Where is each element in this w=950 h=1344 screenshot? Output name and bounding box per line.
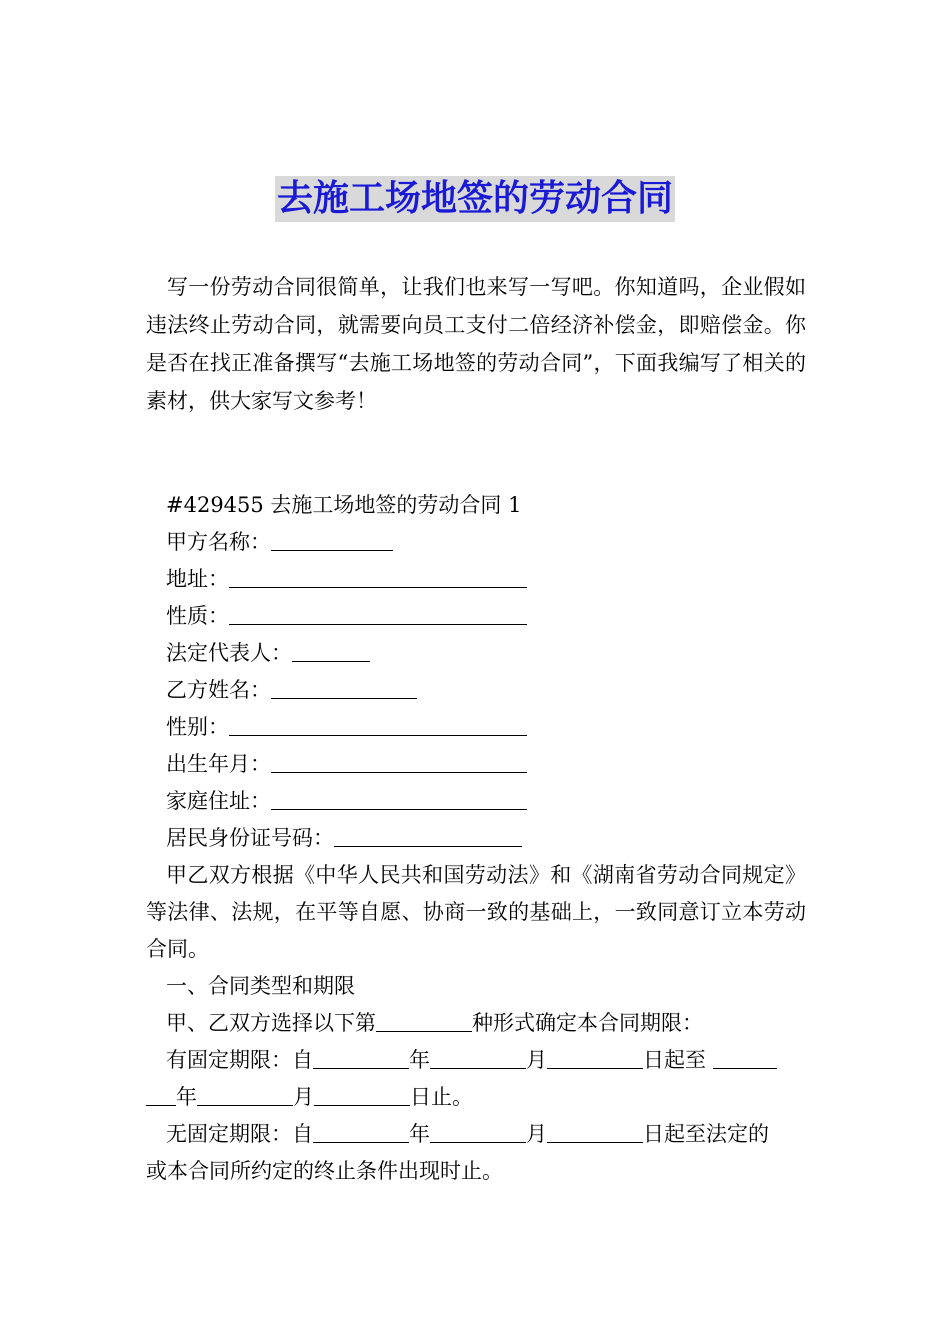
blank-line (146, 1083, 176, 1106)
blank-line (430, 1120, 526, 1143)
blank-line (314, 1083, 410, 1106)
field-party-a-name (146, 524, 806, 561)
fixed-term-paragraph (146, 1042, 806, 1116)
field-home-address (146, 783, 806, 820)
field-label: 出生年月： (166, 752, 271, 776)
text: 日止。 (410, 1085, 473, 1109)
blank-line (271, 787, 527, 810)
text: 月 (526, 1122, 547, 1146)
text: 甲、乙双方选择以下第 (166, 1011, 376, 1035)
text: 有固定期限：自 (166, 1048, 313, 1072)
field-label: 性质： (166, 604, 229, 628)
text: 日起至 (643, 1048, 706, 1072)
field-birth (146, 746, 806, 783)
field-label: 居民身份证号码： (166, 826, 334, 850)
open-term-paragraph (146, 1116, 806, 1190)
title-wrapper (0, 176, 950, 222)
blank-line (376, 1009, 472, 1032)
blank-line (229, 713, 527, 736)
blank-line (334, 824, 522, 847)
text: 日起至法定的 (643, 1122, 769, 1146)
choose-line (146, 1005, 806, 1042)
blank-line (547, 1046, 643, 1069)
blank-line (229, 602, 527, 625)
field-id-number (146, 820, 806, 857)
blank-line (271, 528, 393, 551)
field-label: 家庭住址： (166, 789, 271, 813)
field-label: 地址： (166, 567, 229, 591)
text: 种形式确定本合同期限： (472, 1011, 703, 1035)
blank-line (229, 565, 527, 588)
field-label: 甲方名称： (166, 530, 271, 554)
intro-paragraph: 写一份劳动合同很简单，让我们也来写一写吧。你知道吗，企业假如违法终止劳动合同，就需要向员工支付二倍经济补偿金，即赔偿金。你是否在找正准备撰写“去施工场地签的劳动合同”，下面我编写了相关的素材，供大家写文参考！ (146, 275, 806, 413)
blank-line (430, 1046, 526, 1069)
field-gender (146, 709, 806, 746)
text: 月 (526, 1048, 547, 1072)
contract-body (146, 487, 806, 1190)
field-label: 性别： (166, 715, 229, 739)
blank-line (292, 639, 370, 662)
field-nature (146, 598, 806, 635)
blank-line (313, 1046, 409, 1069)
blank-line (713, 1046, 777, 1069)
field-address (146, 561, 806, 598)
text: 或本合同所约定的终止条件出现时止。 (146, 1159, 503, 1183)
text: 月 (293, 1085, 314, 1109)
blank-line (547, 1120, 643, 1143)
contract-heading: #429455 去施工场地签的劳动合同 1 (166, 493, 522, 517)
field-label: 法定代表人： (166, 641, 292, 665)
field-party-b-name (146, 672, 806, 709)
blank-line (271, 676, 417, 699)
text: 年 (409, 1122, 430, 1146)
document-title: 去施工场地签的劳动合同 (275, 176, 675, 222)
field-legal-rep (146, 635, 806, 672)
blank-line (313, 1120, 409, 1143)
section-heading-1: 一、合同类型和期限 (166, 974, 355, 998)
blank-line (271, 750, 527, 773)
text: 年 (409, 1048, 430, 1072)
field-label: 乙方姓名： (166, 678, 271, 702)
text: 无固定期限：自 (166, 1122, 313, 1146)
text: 年 (176, 1085, 197, 1109)
blank-line (197, 1083, 293, 1106)
basis-paragraph: 甲乙双方根据《中华人民共和国劳动法》和《湖南省劳动合同规定》等法律、法规，在平等自愿、协商一致的基础上，一致同意订立本劳动合同。 (146, 863, 806, 961)
